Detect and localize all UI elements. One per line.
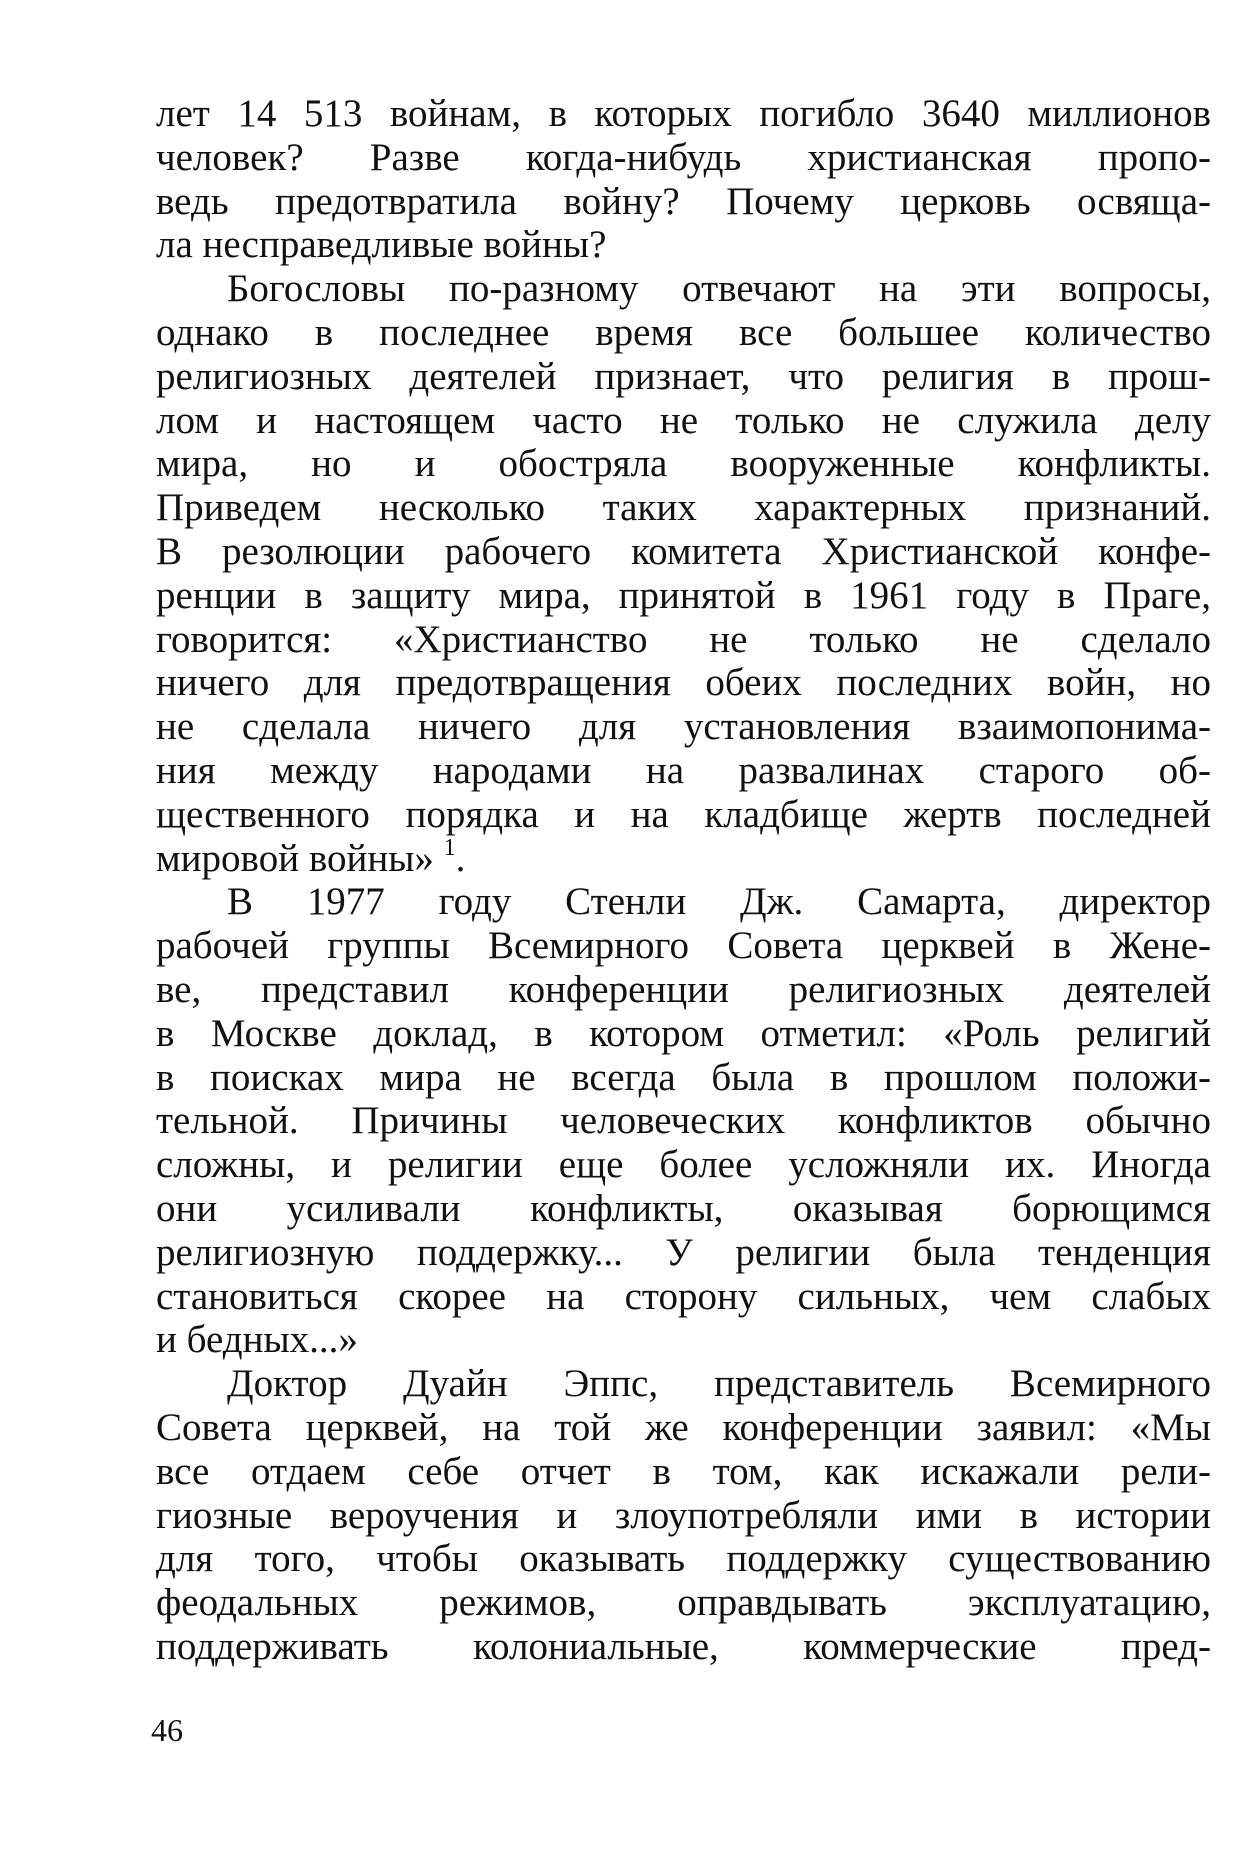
text-line: в Москве доклад, в котором отметил: «Роль религий <box>156 1011 1211 1055</box>
text-line: В резолюции рабочего комитета Христианской конфе- <box>156 529 1211 573</box>
text-line: ренции в защиту мира, принятой в 1961 году в Праге, <box>156 573 1211 617</box>
page-number: 46 <box>151 1712 183 1748</box>
paragraph-3 <box>156 880 1211 1362</box>
text-line: ничего для предотвращения обеих последних войн, но <box>156 661 1211 705</box>
text-line: ведь предотвратила войну? Почему церковь освяща- <box>156 179 1211 223</box>
text-line: все отдаем себе отчет в том, как искажали рели- <box>156 1449 1211 1493</box>
text-line: сложны, и религии еще более усложняли их. Иногда <box>156 1143 1211 1187</box>
text-line: феодальных режимов, оправдывать эксплуатацию, <box>156 1581 1211 1625</box>
text-line: поддерживать колониальные, коммерческие пред- <box>156 1624 1211 1668</box>
text-line: тельной. Причины человеческих конфликтов обычно <box>156 1099 1211 1143</box>
text-line: В 1977 году Стенли Дж. Самарта, директор <box>227 880 1211 924</box>
paragraph-1 <box>156 92 1211 267</box>
text-line: религиозную поддержку... У религии была тенденция <box>156 1230 1211 1274</box>
text-line: религиозных деятелей признает, что религия в прош- <box>156 354 1211 398</box>
text-line: лет 14 513 войнам, в которых погибло 3640 миллионов <box>156 92 1211 135</box>
text-line: человек? Разве когда-нибудь христианская пропо- <box>156 135 1211 179</box>
paragraph-4 <box>156 1362 1211 1669</box>
text-line: ла несправедливые войны? <box>156 223 607 267</box>
text-line: для того, чтобы оказывать поддержку существованию <box>156 1537 1211 1581</box>
text-line: не сделала ничего для установления взаимопонима- <box>156 705 1211 749</box>
text-line: ве, представил конференции религиозных деятелей <box>156 967 1211 1011</box>
text-line: ния между народами на развалинах старого об- <box>156 748 1211 792</box>
footnote-mark[interactable]: 1 <box>443 834 456 861</box>
text-line-content: мировой войны» <box>156 836 434 880</box>
text-line: лом и настоящем часто не только не служила делу <box>156 398 1211 442</box>
text-line <box>156 834 1211 881</box>
text-line: они усиливали конфликты, оказывая борющимся <box>156 1186 1211 1230</box>
text-line: в поисках мира не всегда была в прошлом положи- <box>156 1055 1211 1099</box>
text-line: Совета церквей, на той же конференции заявил: «Мы <box>156 1405 1211 1449</box>
paragraph-2 <box>156 267 1211 880</box>
text-line: рабочей группы Всемирного Совета церквей в Жене- <box>156 924 1211 968</box>
footnote-trailing-punctuation: . <box>455 836 466 880</box>
body-text <box>156 92 1211 1669</box>
text-line: становиться скорее на сторону сильных, чем слабых <box>156 1274 1211 1318</box>
text-line: гиозные вероучения и злоупотребляли ими в истории <box>156 1493 1211 1537</box>
text-line: говорится: «Христианство не только не сделало <box>156 617 1211 661</box>
text-line: Приведем несколько таких характерных признаний. <box>156 486 1211 530</box>
text-line: щественного порядка и на кладбище жертв последней <box>156 792 1211 836</box>
text-line: однако в последнее время все большее количество <box>156 310 1211 354</box>
text-line: Богословы по-разному отвечают на эти вопросы, <box>227 267 1211 311</box>
text-line: и бедных...» <box>156 1318 358 1362</box>
text-line: мира, но и обостряла вооруженные конфликты. <box>156 442 1211 486</box>
text-line: Доктор Дуайн Эппс, представитель Всемирного <box>227 1362 1211 1406</box>
